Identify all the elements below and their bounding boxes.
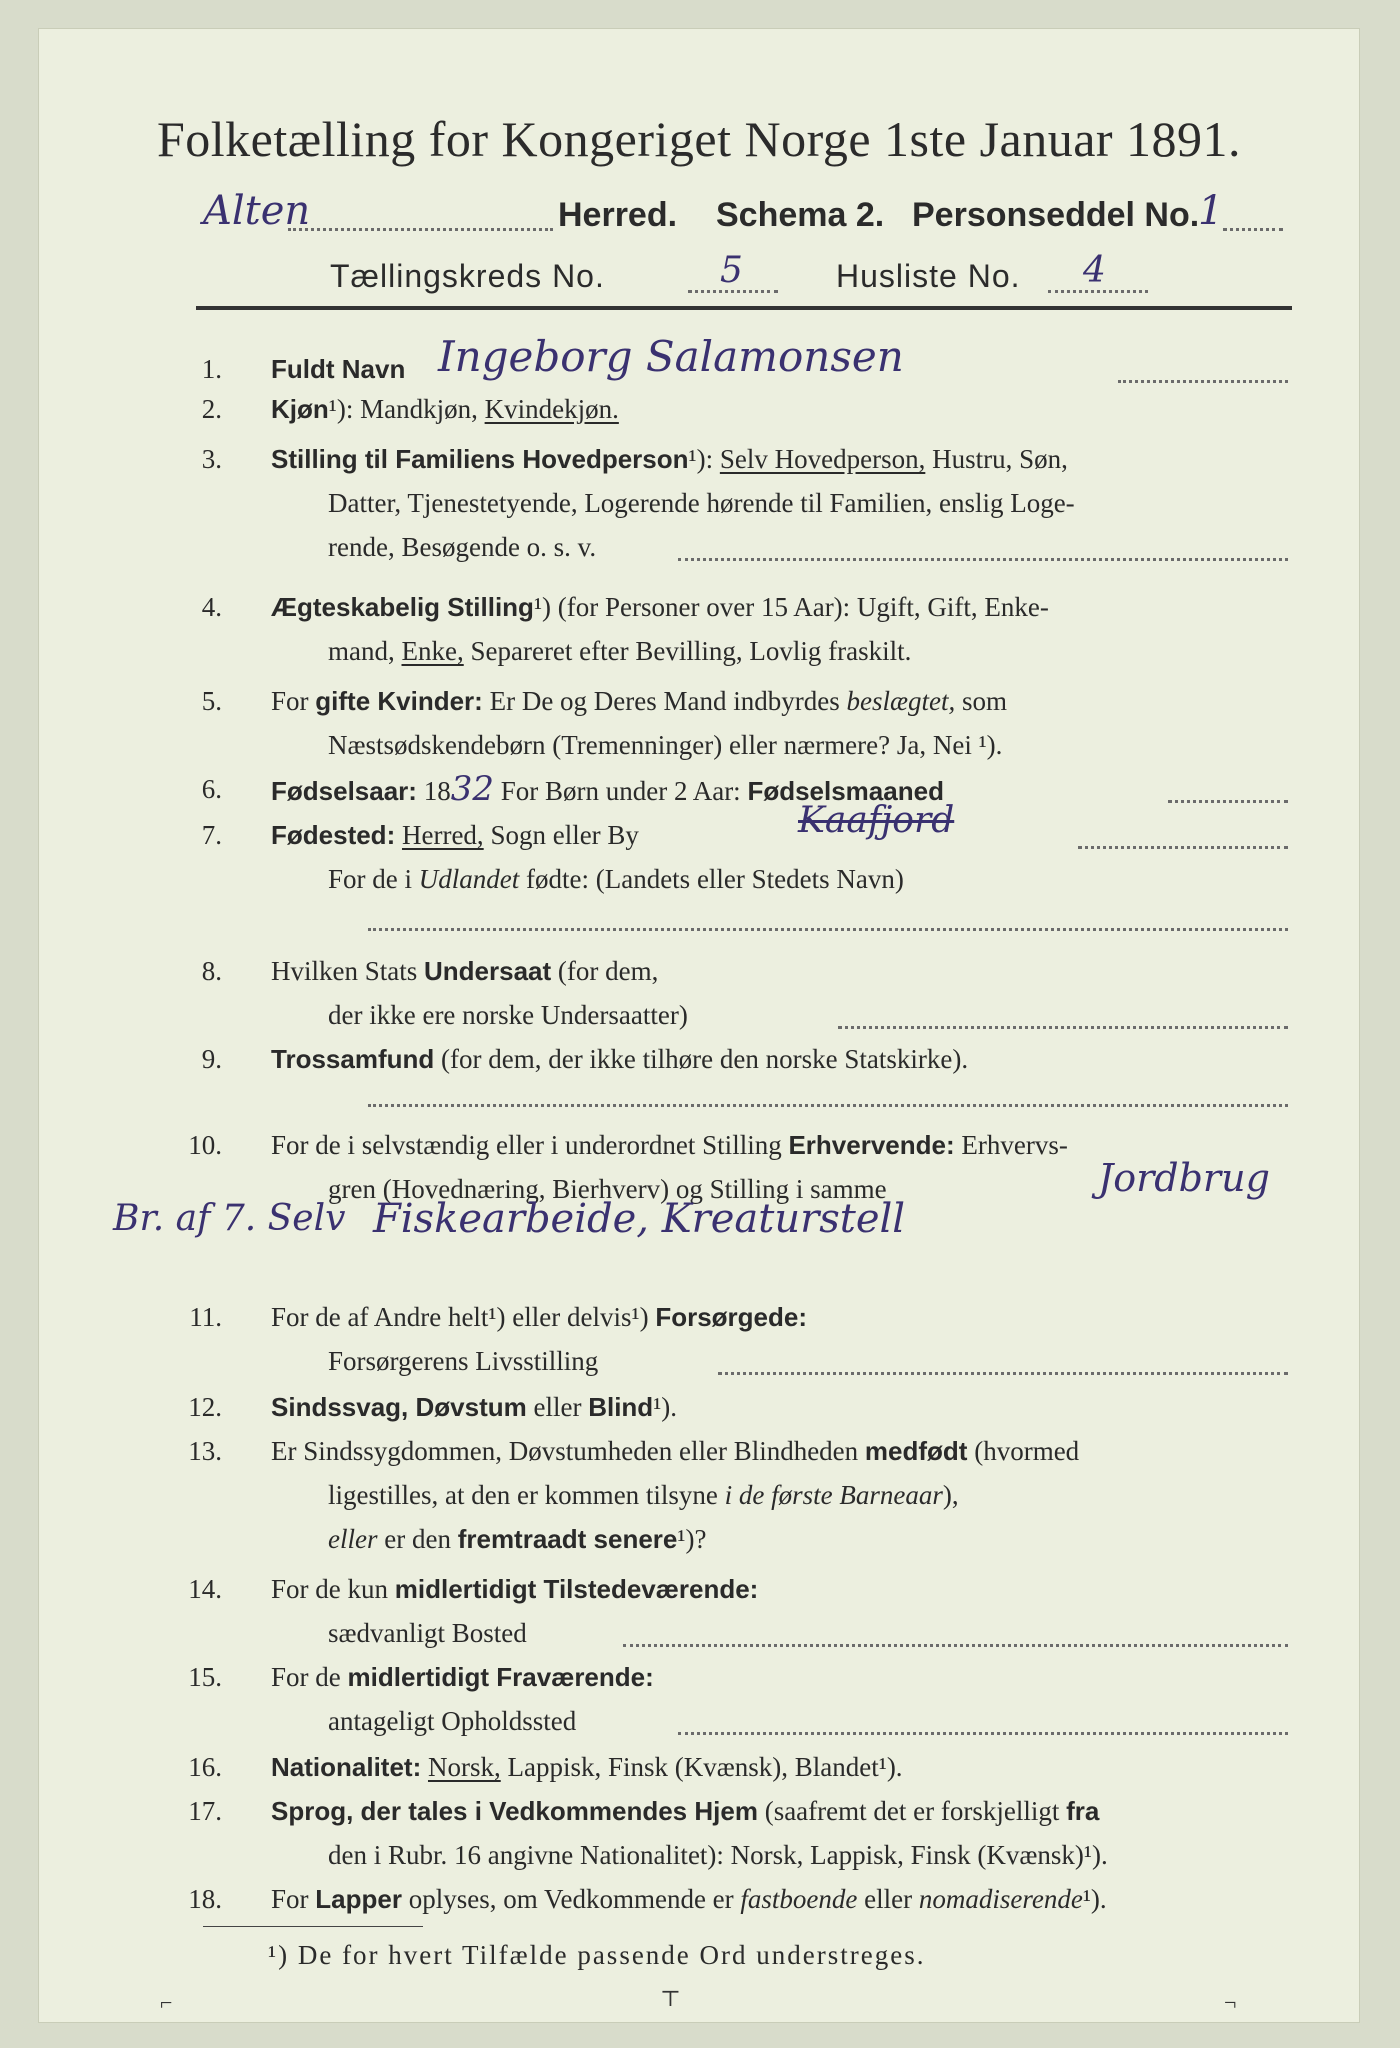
item-label: midlertidigt Tilstedeværende: [394, 1574, 759, 1604]
item-number: 12. [188, 1392, 222, 1422]
item-number: 18. [188, 1884, 222, 1914]
item-text: oplyses, om Vedkommende er [401, 1884, 741, 1914]
birthyear-handwritten: 32 [450, 769, 494, 809]
birthplace-handwritten: Kaafjord [798, 800, 955, 841]
dotted-line [1078, 846, 1288, 849]
kreds-handwritten: 5 [720, 250, 743, 291]
item-text-italic: i de første Barneaar [724, 1480, 943, 1510]
item-text: eller [857, 1884, 919, 1914]
dotted-line [1118, 380, 1288, 383]
item-number: 6. [201, 774, 222, 804]
item-text: Separeret efter Bevilling, Lovlig fraskilt. [463, 636, 912, 666]
item-text: (hvormed [967, 1436, 1080, 1466]
item-text: Er Sindssygdommen, Døvstumheden eller Blindheden [271, 1436, 865, 1466]
item-text: For de i selvstændig eller i underordnet Stilling [271, 1130, 789, 1160]
dotted-line [838, 1026, 1288, 1029]
item-text: fødte: (Landets eller Stedets Navn) [519, 864, 904, 894]
dotted-line [623, 1644, 1288, 1647]
item-label: Fuldt Navn [271, 354, 406, 384]
item-text: (saafremt det er forskjelligt [757, 1796, 1067, 1826]
dotted-line [718, 1372, 1288, 1375]
item-label: fremtraadt senere [457, 1524, 678, 1554]
item-label: Forsørgede: [655, 1302, 808, 1332]
footnote: ¹) De for hvert Tilfælde passende Ord understreges. [268, 1940, 926, 1970]
item-number: 8. [201, 956, 222, 986]
dotted-line [1168, 800, 1288, 803]
item-text: (for dem, der ikke tilhøre den norske Statskirke). [434, 1044, 969, 1074]
item-label: Erhvervende: [788, 1130, 955, 1160]
dotted-line [1048, 290, 1148, 293]
item-text-underlined: Kvindekjøn. [484, 394, 619, 424]
item-label: Fødselsmaaned [747, 776, 944, 806]
item-text: ¹)? [677, 1524, 707, 1554]
item-text: som [955, 686, 1008, 716]
item-text: For de kun [271, 1574, 395, 1604]
item-label: medfødt [864, 1436, 968, 1466]
item-text: eller [526, 1392, 589, 1422]
personseddel-label: Personseddel No. [912, 196, 1200, 234]
item-label: fra [1066, 1796, 1100, 1826]
item-label: Trossamfund [271, 1044, 435, 1074]
item-text-italic: beslægtet, [846, 686, 956, 716]
dotted-line [368, 1104, 1288, 1107]
item-number: 2. [201, 394, 222, 424]
name-handwritten: Ingeborg Salamonsen [438, 332, 904, 381]
item-text: (for dem, [551, 956, 659, 986]
item-label: Kjøn [271, 394, 329, 424]
item-text-italic: eller [328, 1524, 378, 1554]
item-number: 16. [188, 1752, 222, 1782]
item-number: 11. [189, 1302, 222, 1332]
item-text-italic: fastboende [740, 1884, 858, 1914]
form-title: Folketælling for Kongeriget Norge 1ste Januar 1891. [156, 111, 1242, 167]
item-text: Lappisk, Finsk (Kvænsk), Blandet¹). [500, 1752, 903, 1782]
item-text: For de i [328, 864, 419, 894]
item-text: Er De og Deres Mand indbyrdes [482, 686, 847, 716]
item-label: Blind [588, 1392, 654, 1422]
item-text: 18 [416, 776, 451, 806]
item-text: Erhvervs- [954, 1130, 1068, 1160]
item-label: Fødested: [271, 820, 396, 850]
herred-handwritten: Alten [203, 188, 311, 234]
item-number: 5. [201, 686, 222, 716]
dotted-line [678, 558, 1288, 561]
herred-label: Herred. [558, 196, 678, 234]
item-text: gren (Hovednæring, Bierhverv) og Stilling i samme [328, 1174, 887, 1204]
item-label: Ægteskabelig Stilling [271, 592, 534, 622]
item-text: der ikke ere norske Undersaatter) [328, 1000, 688, 1030]
dotted-line [368, 928, 1288, 931]
header-rule [196, 306, 1292, 310]
item-number: 13. [188, 1436, 222, 1466]
item-text: Datter, Tjenestetyende, Logerende hørende til Familien, enslig Loge- [328, 488, 1075, 518]
personseddel-handwritten: 1 [1198, 188, 1224, 234]
item-text: ¹). [653, 1392, 678, 1422]
item-label: midlertidigt Fraværende: [347, 1662, 654, 1692]
item-text: mand, [328, 636, 402, 666]
item-number: 10. [188, 1130, 222, 1160]
item-text: ligestilles, at den er kommen tilsyne [328, 1480, 725, 1510]
item-text: rende, Besøgende o. s. v. [328, 532, 597, 562]
dotted-line [688, 290, 778, 293]
item-text: sædvanligt Bosted [328, 1618, 527, 1648]
item-text: For [271, 686, 316, 716]
item-text: For Børn under 2 Aar: [493, 776, 748, 806]
item-label: gifte Kvinder: [315, 686, 483, 716]
corner-mark-icon: ⌐ [160, 1990, 173, 2015]
dotted-line [1223, 228, 1283, 231]
item-text: For [271, 1884, 316, 1914]
item-text: Hustru, Søn, [925, 444, 1068, 474]
margin-note-handwritten: Br. af 7. Selv [113, 1198, 346, 1239]
schema-label: Schema 2. [716, 196, 885, 234]
item-text: er den [377, 1524, 458, 1554]
husliste-handwritten: 4 [1083, 250, 1106, 291]
footnote-rule [203, 1926, 423, 1927]
item-text: Hvilken Stats [271, 956, 424, 986]
item-number: 1. [201, 354, 222, 384]
item-text: Forsørgerens Livsstilling [328, 1346, 599, 1376]
item-text-underlined: Enke, [401, 636, 464, 666]
item-text: ¹): Mandkjøn, [328, 394, 485, 424]
item-text-italic: Udlandet [418, 864, 520, 894]
item-text: Sogn eller By [483, 820, 639, 850]
item-label: Lapper [315, 1884, 402, 1914]
item-label: Sprog, der tales i Vedkommendes Hjem [271, 1796, 758, 1826]
dotted-line [288, 228, 553, 231]
item-text: ¹): [688, 444, 720, 474]
item-label: Sindssvag, Døvstum [271, 1392, 527, 1422]
item-number: 7. [201, 820, 222, 850]
corner-mark-icon: ¬ [1224, 1990, 1237, 2015]
item-text: ), [942, 1480, 959, 1510]
dotted-line [678, 1732, 1288, 1735]
item-number: 4. [201, 592, 222, 622]
census-form [38, 28, 1360, 2023]
item-number: 3. [201, 444, 222, 474]
husliste-label: Husliste No. [836, 258, 1021, 294]
item-number: 17. [188, 1796, 222, 1826]
occupation-handwritten: Jordbrug [1098, 1156, 1270, 1200]
item-text: ¹). [1082, 1884, 1107, 1914]
item-label: Nationalitet: [271, 1752, 422, 1782]
item-label: Undersaat [424, 956, 552, 986]
item-label: Fødselsaar: [271, 776, 417, 806]
item-number: 14. [188, 1574, 222, 1604]
item-text: antageligt Opholdssted [328, 1706, 577, 1736]
item-number: 9. [201, 1044, 222, 1074]
item-text: For de [271, 1662, 348, 1692]
item-label: Stilling til Familiens Hovedperson [271, 444, 689, 474]
item-text-underlined: Herred, [401, 820, 484, 850]
item-number: 15. [188, 1662, 222, 1692]
item-text: For de af Andre helt¹) eller delvis¹) [271, 1302, 656, 1332]
item-text: Næstsødskendebørn (Tremenninger) eller nærmere? Ja, Nei ¹). [328, 730, 1003, 760]
item-text-underlined: Selv Hovedperson, [719, 444, 926, 474]
item-text-underlined: Norsk, [427, 1752, 501, 1782]
item-text: den i Rubr. 16 angivne Nationalitet): Norsk, Lappisk, Finsk (Kvænsk)¹). [328, 1840, 1108, 1870]
item-text-italic: nomadiserende [918, 1884, 1083, 1914]
item-text: ¹) (for Personer over 15 Aar): Ugift, Gift, Enke- [533, 592, 1049, 622]
center-mark-icon: ⊤ [660, 1986, 681, 2011]
occupation-2-handwritten: Fiskearbeide, Kreaturstell [373, 1196, 906, 1242]
kreds-label: Tællingskreds No. [330, 258, 605, 294]
